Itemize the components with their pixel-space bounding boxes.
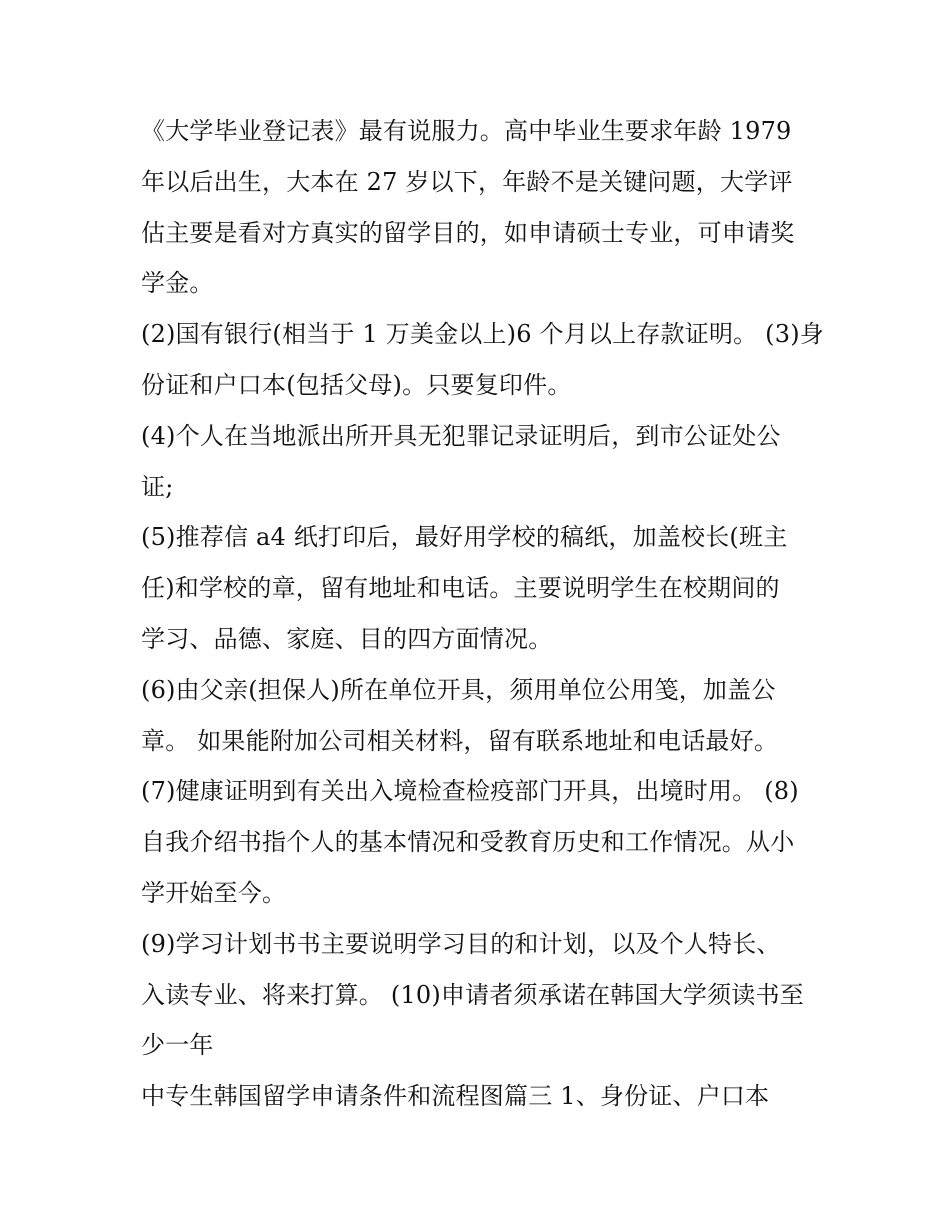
text-line: 证; bbox=[141, 472, 174, 501]
text-line: (5)推荐信 a4 纸打印后，最好用学校的稿纸，加盖校长(班主 bbox=[141, 523, 788, 552]
text-line: 估主要是看对方真实的留学目的，如申请硕士专业，可申请奖 bbox=[141, 218, 795, 247]
text-line: (2)国有银行(相当于 1 万美金以上)6 个月以上存款证明。 (3)身 bbox=[141, 320, 824, 349]
text-line: (7)健康证明到有关出入境检查检疫部门开具，出境时用。 (8) bbox=[141, 777, 799, 806]
text-line: 入读专业、将来打算。 (10)申请者须承诺在韩国大学须读书至 bbox=[141, 980, 804, 1009]
text-line: 年以后出生，大本在 27 岁以下，年龄不是关键问题，大学评 bbox=[141, 167, 793, 196]
text-line: (6)由父亲(担保人)所在单位开具，须用单位公用笺，加盖公 bbox=[141, 675, 776, 704]
text-line: 任)和学校的章，留有地址和电话。主要说明学生在校期间的 bbox=[141, 574, 780, 603]
document-body bbox=[141, 106, 824, 1122]
text-line: 《大学毕业登记表》最有说服力。高中毕业生要求年龄 1979 bbox=[141, 117, 792, 145]
text-line: 中专生韩国留学申请条件和流程图篇三 1、身份证、户口本 bbox=[141, 1082, 770, 1111]
text-line: 章。 如果能附加公司相关材料，留有联系地址和电话最好。 bbox=[141, 726, 779, 755]
text-line: (4)个人在当地派出所开具无犯罪记录证明后，到市公证处公 bbox=[141, 421, 781, 450]
text-line: 学金。 bbox=[141, 269, 214, 298]
text-line: 少一年 bbox=[141, 1031, 214, 1060]
text-line: 自我介绍书指个人的基本情况和受教育历史和工作情况。从小 bbox=[141, 828, 795, 857]
text-line: 学习、品德、家庭、目的四方面情况。 bbox=[141, 624, 553, 653]
text-line: 份证和户口本(包括父母)。只要复印件。 bbox=[141, 370, 572, 399]
text-line: (9)学习计划书书主要说明学习目的和计划，以及个人特长、 bbox=[141, 929, 781, 958]
text-line: 学开始至今。 bbox=[141, 878, 287, 907]
